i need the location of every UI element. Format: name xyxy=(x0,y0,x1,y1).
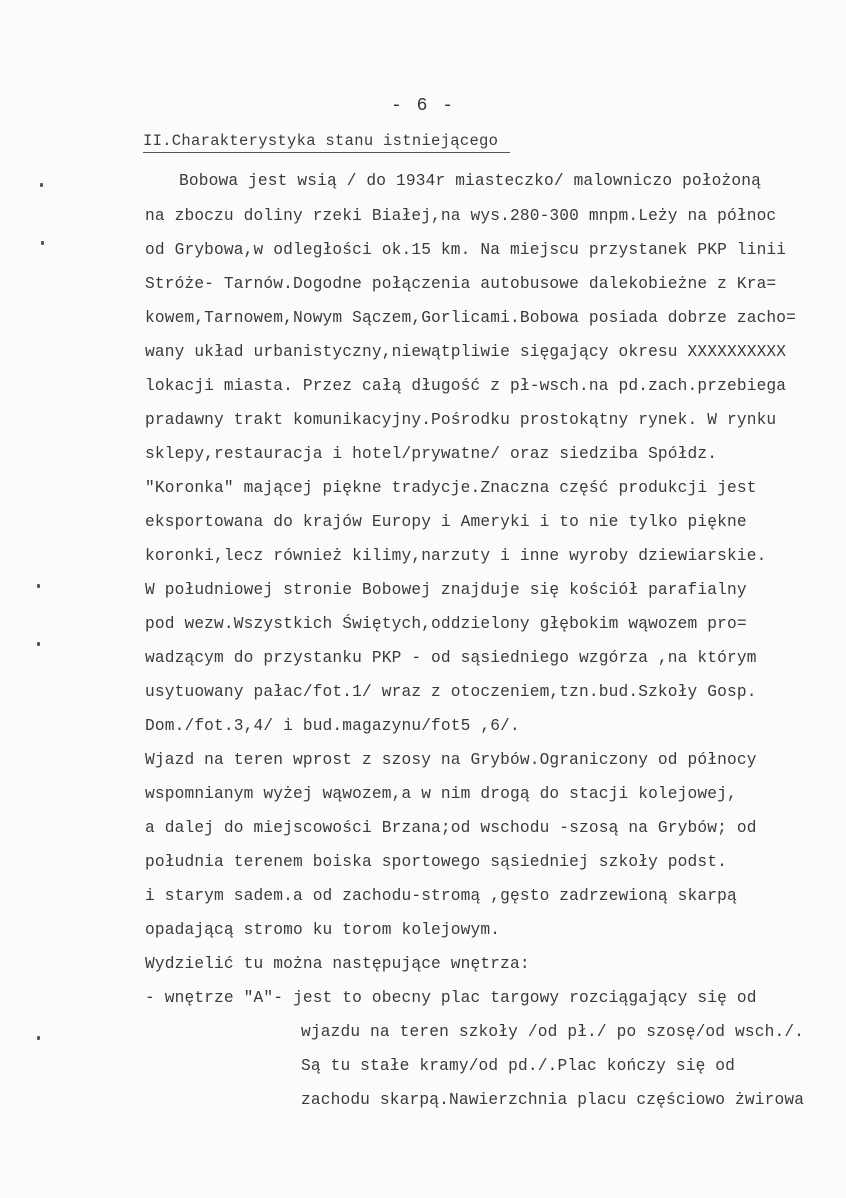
text-line: - wnętrze "A"- jest to obecny plac targowy rozciągający się od xyxy=(145,989,757,1007)
text-line: wspomnianym wyżej wąwozem,a w nim drogą do stacji kolejowej, xyxy=(145,785,737,803)
margin-mark xyxy=(37,1036,40,1040)
text-line: wadzącym do przystanku PKP - od sąsiedniego wzgórza ,na którym xyxy=(145,649,757,667)
section-heading: II.Charakterystyka stanu istniejącego xyxy=(143,132,510,153)
text-line: zachodu skarpą.Nawierzchnia placu częściowo żwirowa xyxy=(301,1091,805,1109)
text-line: W południowej stronie Bobowej znajduje się kościół parafialny xyxy=(145,581,747,599)
text-line: sklepy,restauracja i hotel/prywatne/ oraz siedziba Spółdz. xyxy=(145,445,718,463)
margin-mark xyxy=(37,642,40,646)
text-line: Dom./fot.3,4/ i bud.magazynu/fot5 ,6/. xyxy=(145,717,520,735)
text-line: Wjazd na teren wprost z szosy na Grybów.Ograniczony od północy xyxy=(145,751,757,769)
text-line: od Grybowa,w odległości ok.15 km. Na miejscu przystanek PKP linii xyxy=(145,241,787,259)
text-line: Bobowa jest wsią / do 1934r miasteczko/ malowniczo położoną xyxy=(179,172,761,190)
text-line: a dalej do miejscowości Brzana;od wschodu -szosą na Grybów; od xyxy=(145,819,757,837)
text-line: wjazdu na teren szkoły /od pł./ po szosę/od wsch./. xyxy=(301,1023,805,1041)
margin-mark xyxy=(41,241,44,245)
text-line: koronki,lecz również kilimy,narzuty i inne wyroby dziewiarskie. xyxy=(145,547,767,565)
page-number: - 6 - xyxy=(390,96,455,116)
text-line: pod wezw.Wszystkich Świętych,oddzielony głębokim wąwozem pro= xyxy=(145,615,747,633)
margin-mark xyxy=(40,183,43,187)
text-line: na zboczu doliny rzeki Białej,na wys.280-300 mnpm.Leży na północ xyxy=(145,207,777,225)
text-line: lokacji miasta. Przez całą długość z pł-wsch.na pd.zach.przebiega xyxy=(145,377,787,395)
text-line: i starym sadem.a od zachodu-stromą ,gęsto zadrzewioną skarpą xyxy=(145,887,737,905)
text-line: opadającą stromo ku torom kolejowym. xyxy=(145,921,501,939)
text-line: pradawny trakt komunikacyjny.Pośrodku prostokątny rynek. W rynku xyxy=(145,411,777,429)
text-line: południa terenem boiska sportowego sąsiedniej szkoły podst. xyxy=(145,853,727,871)
text-line: kowem,Tarnowem,Nowym Sączem,Gorlicami.Bobowa posiada dobrze zacho= xyxy=(145,309,797,327)
margin-mark xyxy=(37,584,40,588)
text-line: eksportowana do krajów Europy i Ameryki i to nie tylko piękne xyxy=(145,513,747,531)
text-line: Wydzielić tu można następujące wnętrza: xyxy=(145,955,530,973)
text-line: wany układ urbanistyczny,niewątpliwie sięgający okresu XXXXXXXXXX xyxy=(145,343,787,361)
text-line: "Koronka" mającej piękne tradycje.Znaczna część produkcji jest xyxy=(145,479,757,497)
text-line: Stróże- Tarnów.Dogodne połączenia autobusowe dalekobieżne z Kra= xyxy=(145,275,777,293)
text-line: usytuowany pałac/fot.1/ wraz z otoczeniem,tzn.bud.Szkoły Gosp. xyxy=(145,683,757,701)
text-line: Są tu stałe kramy/od pd./.Plac kończy się od xyxy=(301,1057,736,1075)
